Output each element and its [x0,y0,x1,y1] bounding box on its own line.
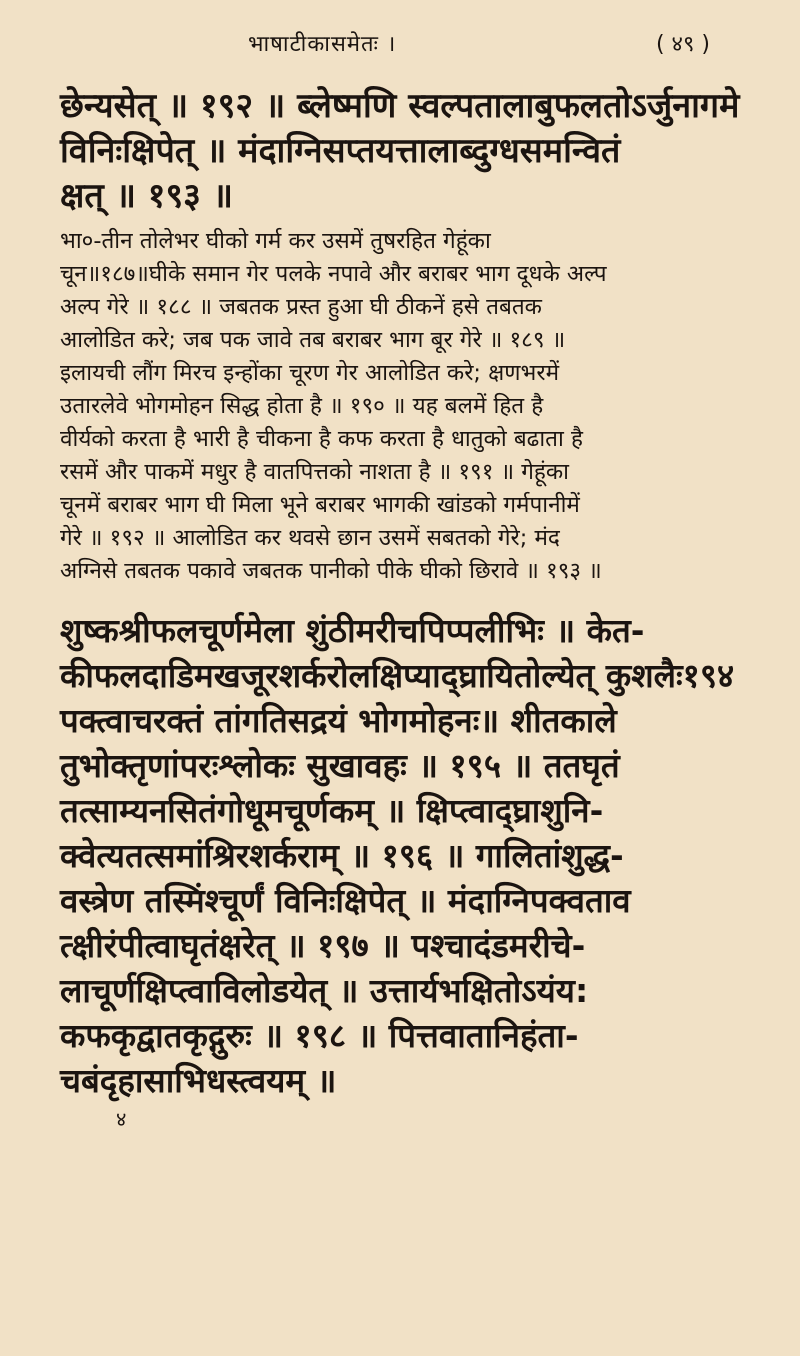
verse-line: चबंदृहासाभिधस्त्वयम् ॥ [60,1061,337,1100]
commentary-line: भा०-तीन तोलेभर घीको गर्म कर उसमें तुषरहित गेहूंका [60,228,491,254]
verse-line: शुष्कश्रीफलचूर्णमेला शुंठीमरीचपिप्पलीभिः ॥ केत- [60,611,645,650]
commentary-line: अल्प गेरे ॥ १८८ ॥ जबतक प्रस्त हुआ घी ठीकनें हसे तबतक [60,294,542,320]
commentary-line: उतारलेवे भोगमोहन सिद्ध होता है ॥ १९० ॥ यह बलमें हित है [60,393,544,419]
verse-line: वस्त्रेण तस्मिंश्चूर्णं विनिःक्षिपेत् ॥ मंदाग्निपक्वताव [60,881,631,920]
commentary-line: वीर्यको करता है भारी है चीकना है कफ करता है धातुको बढाता है [60,426,583,452]
running-title: भाषाटीकासमेतः । [248,32,397,57]
page-header [60,22,740,64]
commentary-line: चूनमें बराबर भाग घी मिला भूने बराबर भागकी खांडको गर्मपानीमें [60,492,580,518]
verse-line: कफकृद्वातकृद्गुरुः ॥ १९८ ॥ पित्तवातानिहंता- [60,1016,579,1055]
verse-line: लाचूर्णक्षिप्त्वाविलोडयेत् ॥ उत्तार्यभक्षितोऽयंय: [60,971,589,1010]
verse-line: क्वेत्यतत्समांश्रिरशर्कराम् ॥ १९६ ॥ गालितांशुद्ध- [60,836,624,875]
commentary-line: आलोडित करे; जब पक जावे तब बराबर भाग बूर गेरे ॥ १८९ ॥ [60,327,566,353]
commentary-line: गेरे ॥ १९२ ॥ आलोडित कर थवसे छान उसमें सबतको गेरे; मंद [60,525,560,551]
verse-line: पक्त्वाचरक्तं तांगतिसद्रयं भोगमोहनः॥ शीतकाले [60,701,617,740]
commentary-line: अग्निसे तबतक पकावे जबतक पानीको पीके घीको छिरावे ॥ १९३ ॥ [60,558,602,584]
verse-line: त्क्षीरंपीत्वाघृतंक्षरेत् ॥ १९७ ॥ पश्चादंडमरीचे- [60,926,586,965]
verse-line: छेन्यसेत् ॥ १९२ ॥ ब्लेष्मणि स्वल्पतालाबुफलतोऽर्जुनागमे [60,86,740,126]
commentary [60,225,740,588]
commentary-line: इलायची लौंग मिरच इन्होंका चूरण गेर आलोडित करे; क्षणभरमें [60,360,560,386]
verse-line: तत्साम्यनसितंगोधूमचूर्णकम् ॥ क्षिप्त्वाद्घ्राशुनि- [60,791,604,830]
verse-line: तुभोक्तृणांपरःश्लोकः सुखावहः ॥ १९५ ॥ ततघृतं [60,746,620,785]
verse-line: कीफलदाडिमखजूरशर्करोलक्षिप्याद्घ्रायितोल्येत् कुशलैः१९४ [60,656,735,695]
verses-bottom [60,608,740,1103]
verse-line: क्षत् ॥ १९३ ॥ [60,176,234,216]
verse-line: विनिःक्षिपेत् ॥ मंदाग्निसप्तयत्तालाब्दुग्धसमन्वितं [60,131,621,171]
verses-top [60,84,740,219]
page-number: ( ४९ ) [655,32,710,57]
commentary-line: रसमें और पाकमें मधुर है वातपित्तको नाशता है ॥ १९१ ॥ गेहूंका [60,459,569,485]
signature-mark: ४ [116,1107,127,1131]
commentary-line: चून॥१८७॥घीके समान गेर पलके नपावे और बराबर भाग दूधके अल्प [60,261,607,287]
